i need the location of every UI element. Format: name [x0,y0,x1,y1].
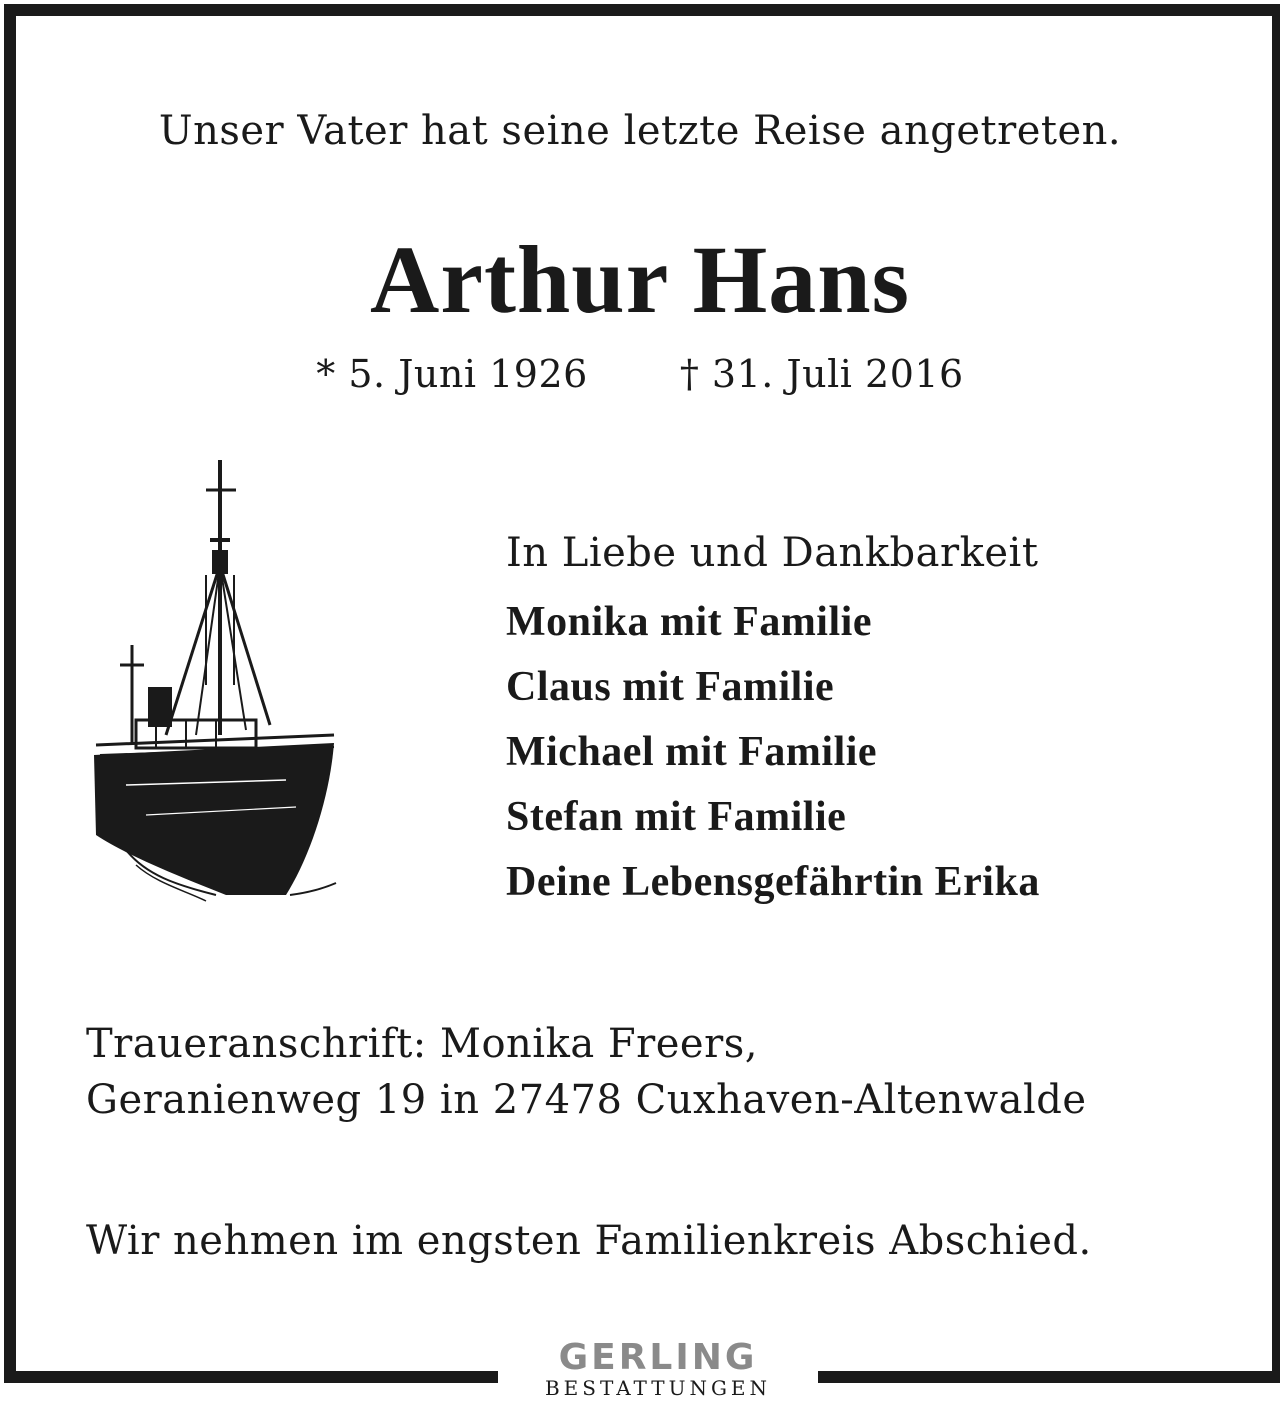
address-line-2: Geranienweg 19 in 27478 Cuxhaven-Altenwalde [86,1077,1087,1123]
mourner-name: Claus mit Familie [506,664,835,710]
address-line-1: Traueranschrift: Monika Freers, [86,1021,758,1067]
deceased-name: Arthur Hans [370,226,910,333]
mourner-name: Monika mit Familie [506,599,872,645]
ship-icon [86,455,346,905]
farewell-text: Wir nehmen im engsten Familienkreis Abschied. [86,1218,1092,1264]
bottom-rule-right [818,1371,1276,1383]
mourning-address [86,1016,1236,1128]
mourner-name: Deine Lebensgefährtin Erika [506,859,1040,905]
birth-date: * 5. Juni 1926 [316,352,588,396]
mourners-lead: In Liebe und Dankbarkeit [506,530,1039,576]
intro-text: Unser Vater hat seine letzte Reise angetreten. [158,108,1122,154]
logo-subtitle: BESTATTUNGEN [544,1376,772,1400]
funeral-home-logo [500,1337,816,1400]
logo-brand: GERLING [558,1337,758,1378]
life-dates [0,352,1280,396]
mourner-name: Michael mit Familie [506,729,878,775]
bottom-rule-left [4,1371,498,1383]
death-date: † 31. Juli 2016 [679,352,964,396]
mourners-block [506,530,1226,915]
mourner-name: Stefan mit Familie [506,794,847,840]
